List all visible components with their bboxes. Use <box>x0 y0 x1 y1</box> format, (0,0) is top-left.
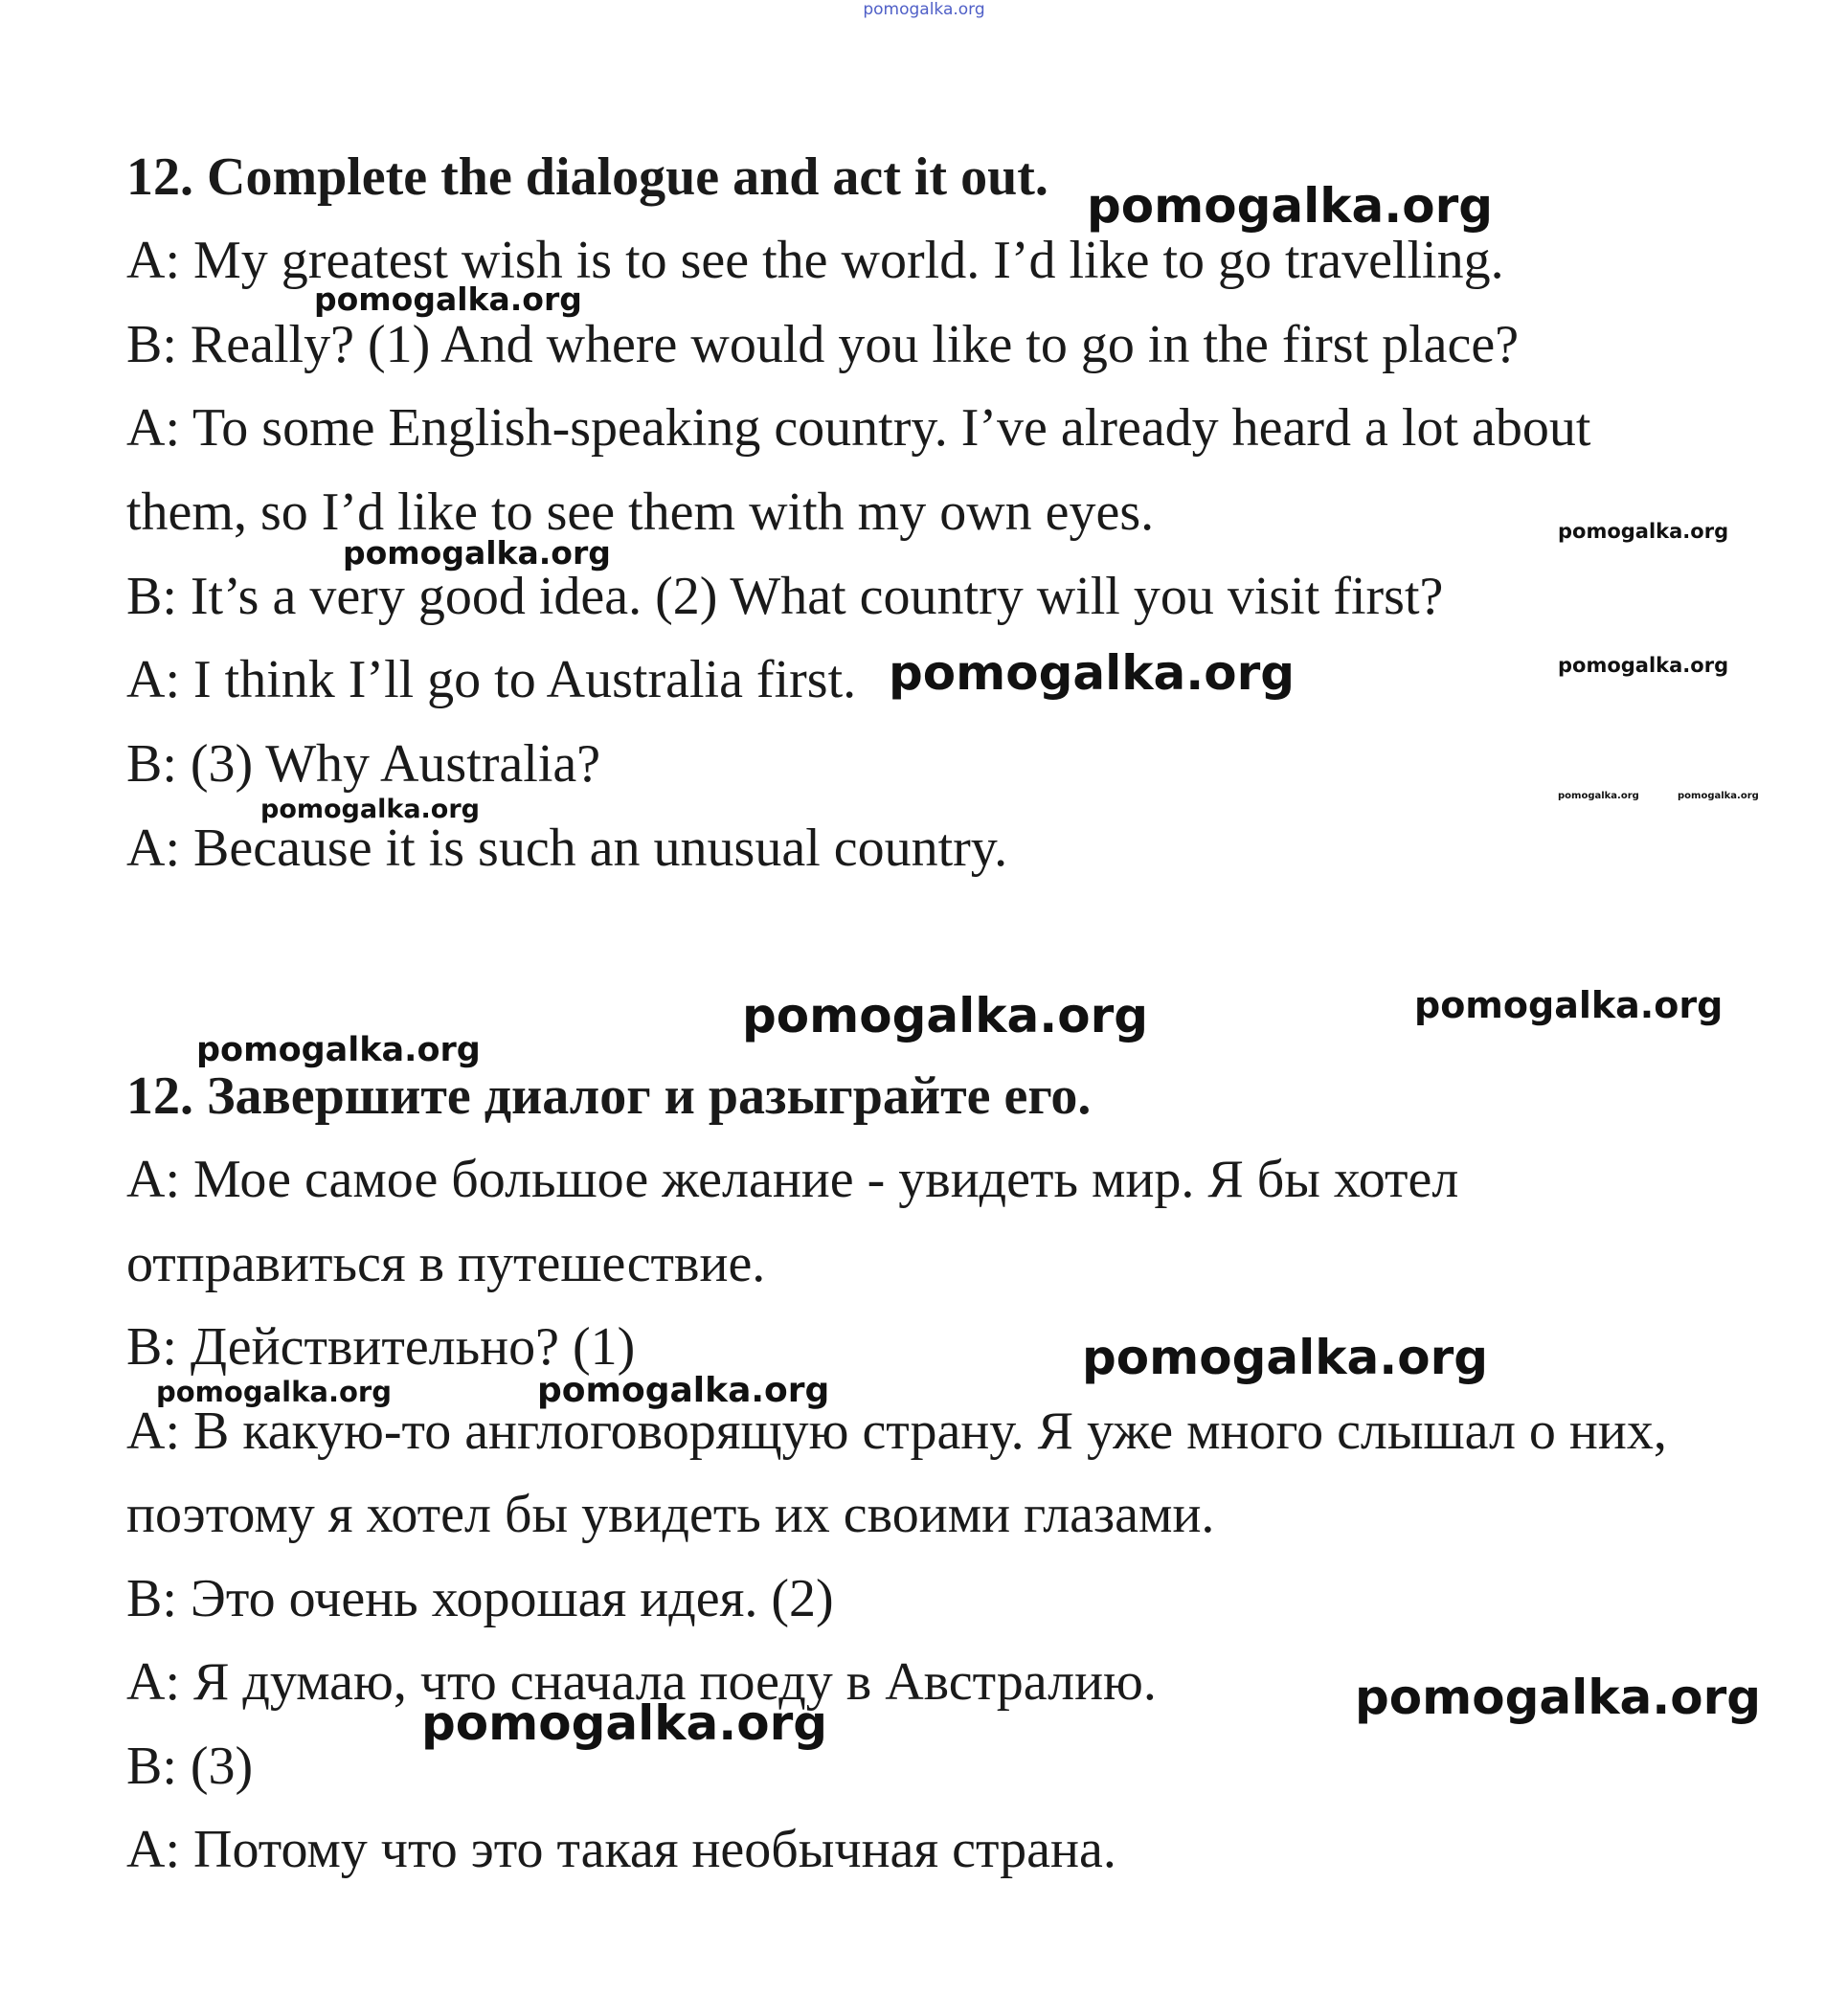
english-line-4: them, so I’d like to see them with my own eyes. <box>126 482 1155 542</box>
russian-heading: 12. Завершите диалог и разыграйте его. <box>126 1066 1092 1126</box>
watermark-2: pomogalka.org <box>314 280 582 318</box>
watermark-12: pomogalka.org <box>196 1031 481 1069</box>
watermark-8: pomogalka.org <box>1558 791 1639 801</box>
english-line-7: B: (3) Why Australia? <box>126 734 601 794</box>
russian-line-1: A: Мое самое большое желание - увидеть мир. Я бы хотел <box>126 1150 1459 1209</box>
watermark-9: pomogalka.org <box>1678 791 1759 801</box>
english-heading: 12. Complete the dialogue and act it out. <box>126 147 1048 207</box>
russian-line-6: B: Это очень хорошая идея. (2) <box>126 1569 834 1628</box>
english-line-5: B: It’s a very good idea. (2) What country will you visit first? <box>126 567 1444 626</box>
watermark-16: pomogalka.org <box>1355 1670 1762 1725</box>
english-line-3: A: To some English-speaking country. I’ve already heard a lot about <box>126 398 1591 458</box>
english-line-1: A: My greatest wish is to see the world. I’d like to go travelling. <box>126 231 1504 290</box>
watermark-header: pomogalka.org <box>863 0 985 19</box>
russian-line-9: A: Потому что это такая необычная страна. <box>126 1820 1116 1879</box>
russian-line-7: A: Я думаю, что сначала поеду в Австралию. <box>126 1652 1157 1712</box>
russian-line-8: B: (3) <box>126 1737 254 1796</box>
english-line-6: A: I think I’ll go to Australia first. <box>126 650 857 709</box>
watermark-5: pomogalka.org <box>889 645 1296 701</box>
english-line-8: A: Because it is such an unusual country. <box>126 819 1008 878</box>
watermark-13: pomogalka.org <box>1082 1330 1489 1385</box>
watermark-4: pomogalka.org <box>1558 520 1729 543</box>
watermark-10: pomogalka.org <box>742 988 1149 1043</box>
watermark-15: pomogalka.org <box>537 1371 830 1410</box>
watermark-11: pomogalka.org <box>1414 984 1724 1026</box>
watermark-14: pomogalka.org <box>156 1376 392 1408</box>
russian-line-5: поэтому я хотел бы увидеть их своими глазами. <box>126 1485 1215 1544</box>
watermark-1: pomogalka.org <box>1087 178 1494 234</box>
english-line-2: B: Really? (1) And where would you like to go in the first place? <box>126 315 1520 374</box>
watermark-17: pomogalka.org <box>421 1695 828 1751</box>
watermark-7: pomogalka.org <box>260 795 480 824</box>
watermark-3: pomogalka.org <box>343 534 611 572</box>
russian-line-4: A: В какую-то англоговорящую страну. Я уже много слышал о них, <box>126 1402 1667 1461</box>
watermark-6: pomogalka.org <box>1558 654 1729 677</box>
russian-line-2: отправиться в путешествие. <box>126 1234 766 1293</box>
russian-line-3: B: Действительно? (1) <box>126 1317 636 1377</box>
